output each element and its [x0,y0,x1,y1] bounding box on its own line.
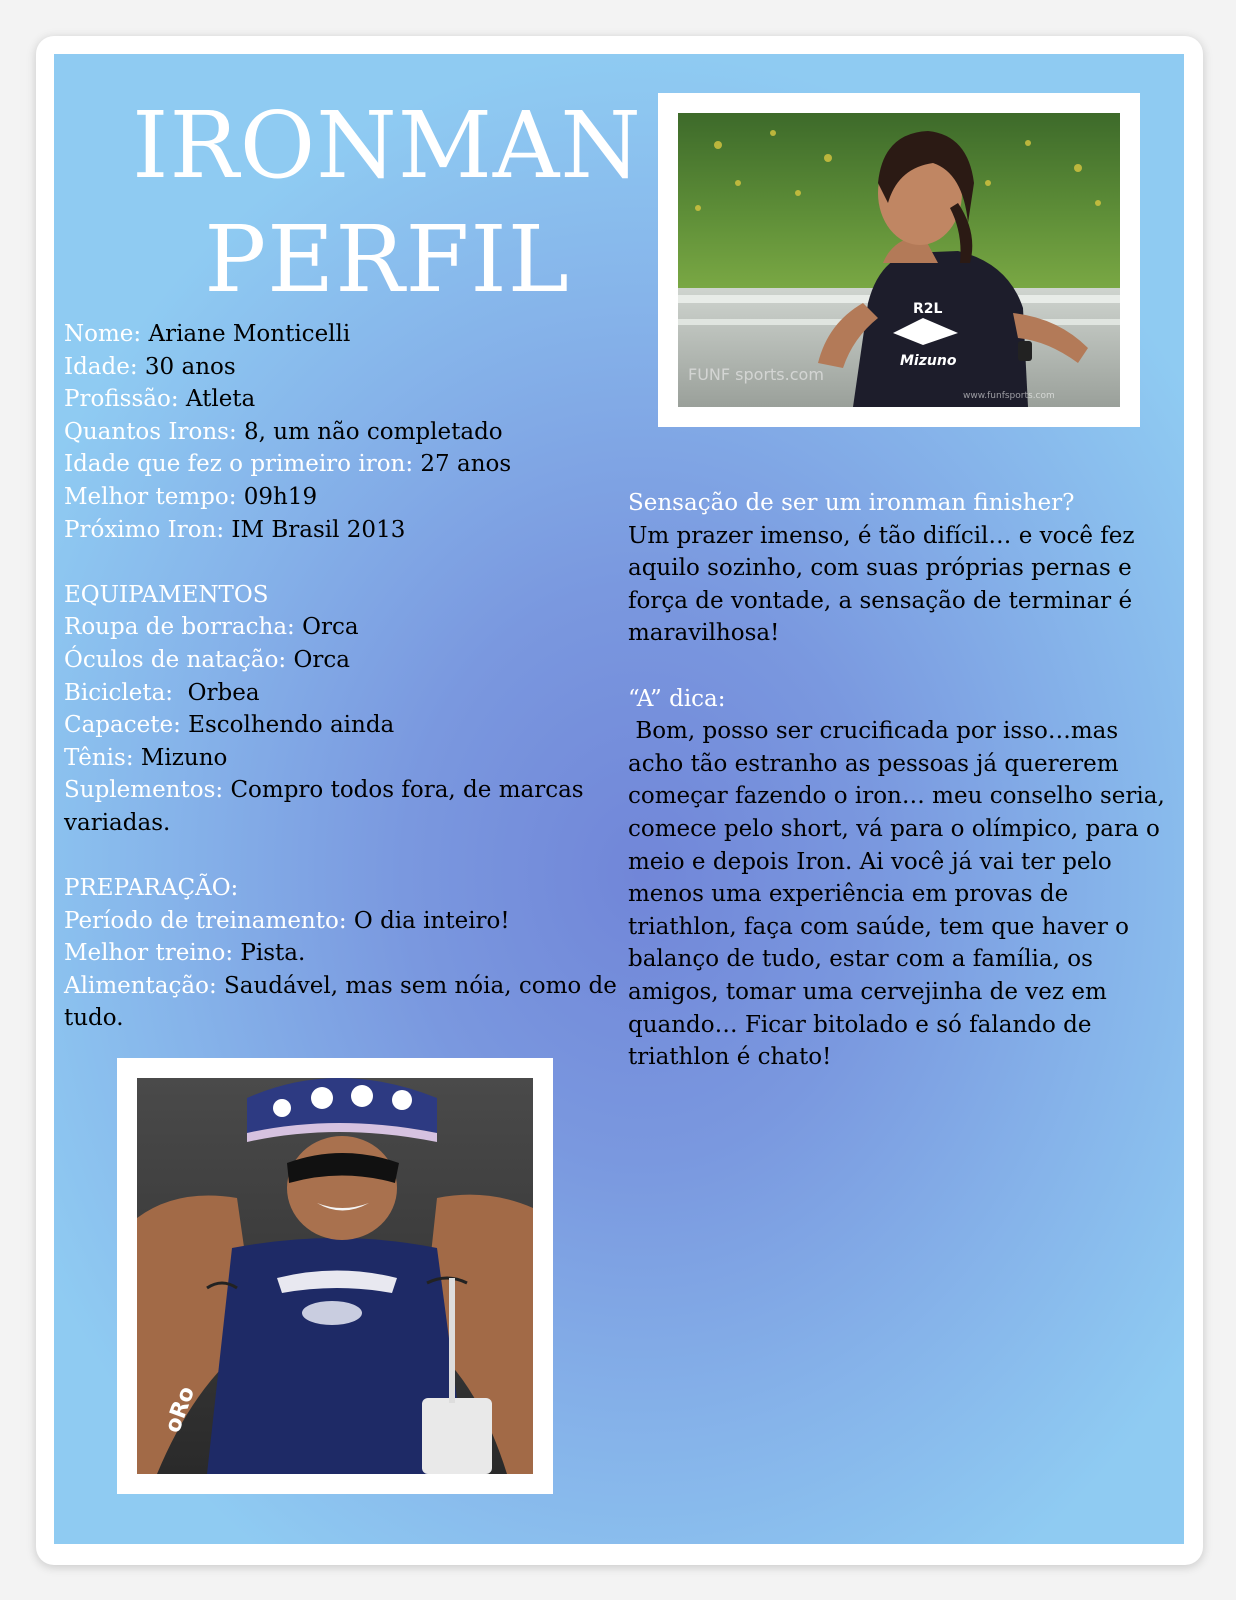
runner-photo [678,113,1120,407]
svg-text:R2L: R2L [913,301,943,317]
preparation-best-workout: Melhor treino: Pista. [64,940,306,967]
equipment-shoes: Tênis: Mizuno [64,744,228,771]
equipment-wetsuit: Roupa de borracha: Orca [64,614,359,641]
cyclist-image [137,1078,533,1474]
equipment-supplements: Suplementos: Compro todos fora, de marcas variadas. [64,777,584,836]
tip-text: Bom, posso ser crucificada por isso…mas acho tão estranho as pessoas já quererem começar fazendo o iron… meu conselho seria, comece pelo short, vá para o olímpico, para o meio e depois Iron. Ai você já vai ter pelo menos uma experiência em provas de triathlon, faça com saúde, tem que haver o balanço de tudo, estar com a família, os amigos, tomar uma cervejinha de vez em quando… Ficar bitolado e só falando de triathlon é chato! [628,718,1173,1071]
equipment-bike: Bicicleta: Orbea [64,679,260,706]
svg-text:Mizuno: Mizuno [900,353,957,369]
tip-heading: “A” dica: [628,685,726,712]
finisher-answer: Um prazer imenso, é tão difícil… e você fez aquilo sozinho, com suas próprias pernas e força de vontade, a sensação de terminar é maravilhosa! [628,522,1135,647]
photo-caption: www.funfsports.com [963,391,1055,401]
poster [54,54,1184,1544]
profile-age: Idade: 30 anos [64,353,236,380]
profile-first-iron-age: Idade que fez o primeiro iron: 27 anos [64,451,512,478]
equipment-helmet: Capacete: Escolhendo ainda [64,712,395,739]
profile-profession: Profissão: Atleta [64,386,256,413]
profile-next-iron: Próximo Iron: IM Brasil 2013 [64,516,406,543]
runner-photo-frame [658,93,1140,427]
finisher-question: Sensação de ser um ironman finisher? [628,490,1075,516]
cyclist-photo-frame [117,1058,553,1494]
title-line-2: PERFIL [204,206,570,313]
runner-image [678,113,1120,407]
photo-watermark: FUNF sports.com [688,365,824,384]
equipment-heading: EQUIPAMENTOS [64,581,269,608]
equipment-goggles: Óculos de natação: Orca [64,646,350,673]
title-line-1: IRONMAN [132,92,642,199]
preparation-nutrition: Alimentação: Saudável, mas sem nóia, como de tudo. [64,972,617,1032]
right-column [628,487,1173,1074]
left-column [64,318,634,1035]
profile-best-time: Melhor tempo: 09h19 [64,483,318,510]
profile-name: Nome: Ariane Monticelli [64,321,351,347]
cyclist-photo [137,1078,533,1474]
preparation-training-period: Período de treinamento: O dia inteiro! [64,907,510,934]
profile-irons: Quantos Irons: 8, um não completado [64,418,503,445]
preparation-heading: PREPARAÇÃO: [64,875,239,902]
svg-text:oRo: oRo [160,1383,201,1437]
